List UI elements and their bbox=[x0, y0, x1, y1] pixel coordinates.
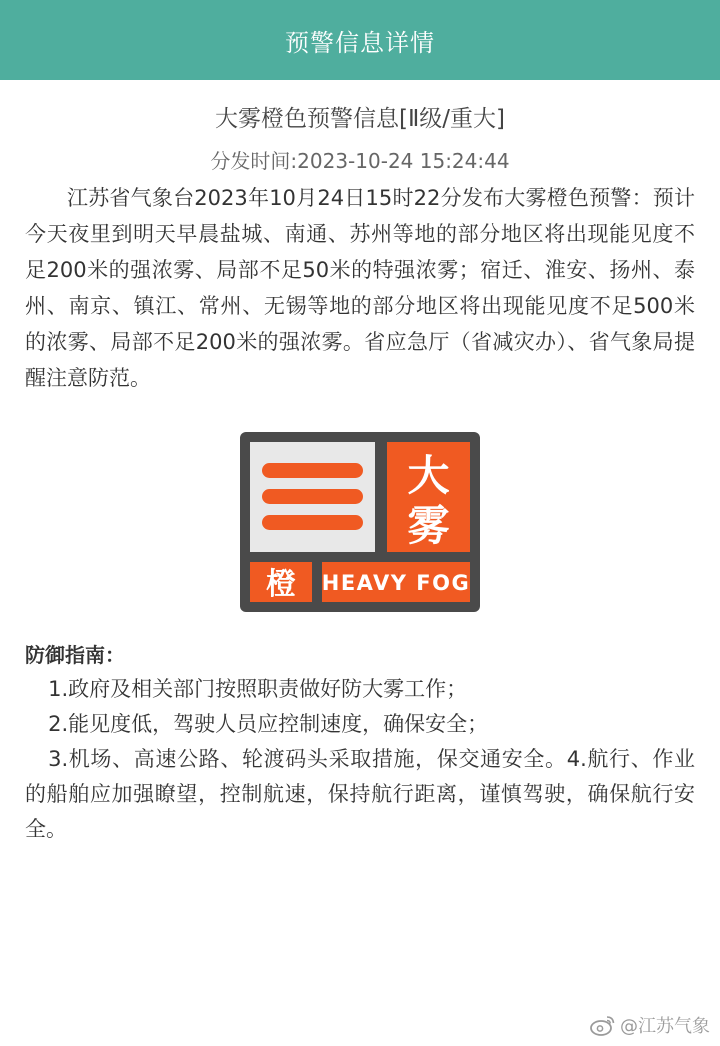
guide-item: 2.能见度低，驾驶人员应控制速度，确保安全； bbox=[48, 712, 489, 736]
heavy-fog-orange-warning-icon bbox=[240, 432, 480, 612]
guide-item: 1.政府及相关部门按照职责做好防大雾工作； bbox=[48, 677, 468, 701]
icon-char-bottom: 雾 bbox=[407, 501, 450, 550]
watermark bbox=[590, 1012, 710, 1038]
guide-item: 3.机场、高速公路、轮渡码头采取措施，保交通安全。4.航行、作业的船舶应加强瞭望，控制航速，保持航行距离，谨慎驾驶，确保航行安全。 bbox=[25, 747, 695, 841]
weibo-icon bbox=[590, 1014, 616, 1036]
icon-char-top: 大 bbox=[407, 451, 450, 500]
publish-time: 分发时间:2023-10-24 15:24:44 bbox=[210, 149, 510, 173]
alert-title: 大雾橙色预警信息[Ⅱ级/重大] bbox=[214, 106, 505, 132]
icon-english-label: HEAVY FOG bbox=[321, 571, 471, 595]
warning-icon-container bbox=[25, 432, 695, 612]
guide-title: 防御指南： bbox=[25, 643, 125, 667]
icon-level-char: 橙 bbox=[266, 567, 296, 602]
alert-body: 江苏省气象台2023年10月24日15时22分发布大雾橙色预警：预计今天夜里到明天早晨盐城、南通、苏州等地的部分地区将出现能见度不足200米的强浓雾、局部不足50米的特强浓雾；宿迁、淮安、扬州、泰州、南京、镇江、常州、无锡等地的部分地区将出现能见度不足500米的浓雾、局部不足200米的强浓雾。省应急厅（省减灾办）、省气象局提醒注意防范。 bbox=[25, 186, 695, 390]
main-content bbox=[0, 102, 720, 847]
level-bar-1 bbox=[262, 463, 363, 478]
page-header bbox=[0, 0, 720, 80]
watermark-text: @江苏气象 bbox=[620, 1016, 710, 1037]
page-title: 预警信息详情 bbox=[285, 28, 435, 57]
level-bar-3 bbox=[262, 515, 363, 530]
level-bar-2 bbox=[262, 489, 363, 504]
